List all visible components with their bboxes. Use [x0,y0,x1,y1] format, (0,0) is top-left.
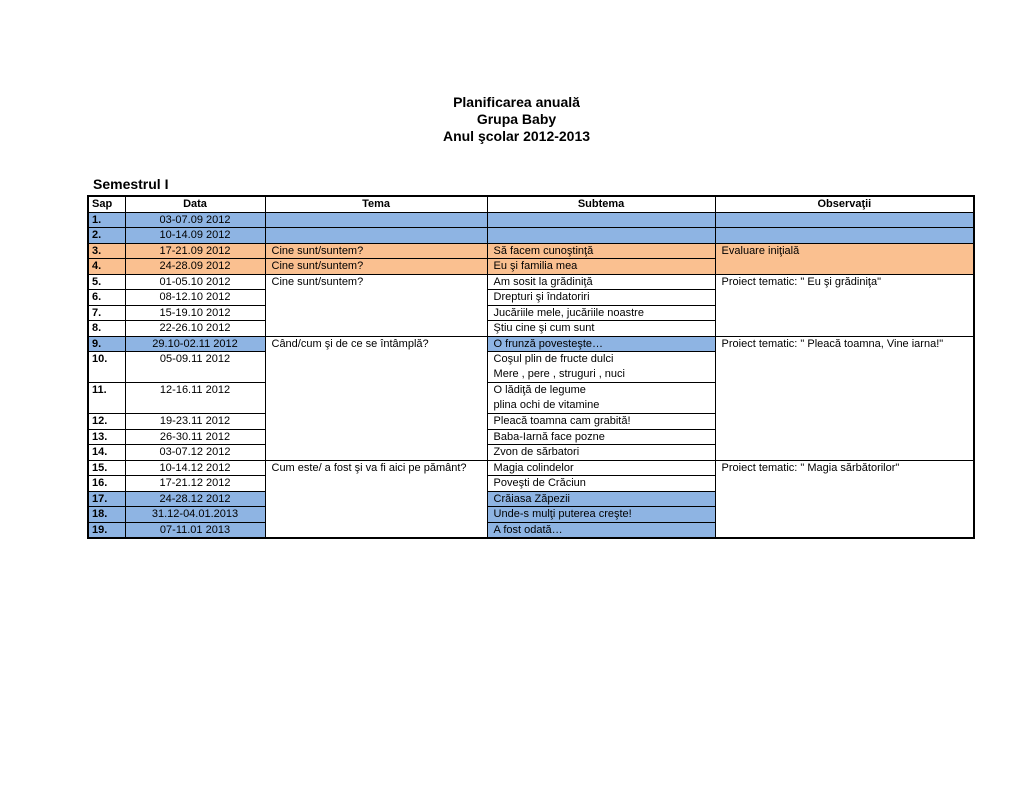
sap-cell: 10. [88,352,125,383]
sap-cell: 17. [88,491,125,507]
tema-cell [265,212,487,228]
column-header-data: Data [125,196,265,212]
planning-table [87,195,975,539]
date-cell: 26-30.11 2012 [125,429,265,445]
subtema-cell: Am sosit la grădiniţă [487,274,715,290]
subtema-cell [487,228,715,244]
tema-cell: Cine sunt/suntem? [265,243,487,259]
subtema-cell [487,352,715,383]
date-cell: 19-23.11 2012 [125,414,265,430]
subtema-cell: Eu şi familia mea [487,259,715,275]
subtema-cell: Pleacă toamna cam grabită! [487,414,715,430]
title-line-2: Grupa Baby [476,111,557,127]
table-row [88,243,974,259]
date-cell: 10-14.09 2012 [125,228,265,244]
subtema-line-2: Mere , pere , struguri , nuci [493,368,625,380]
sap-cell: 6. [88,290,125,306]
sap-cell: 15. [88,460,125,476]
sap-cell: 18. [88,507,125,523]
subtema-line-1: O lădiţă de legume [493,384,586,396]
sap-cell: 13. [88,429,125,445]
table-row [88,212,974,228]
sap-cell: 1. [88,212,125,228]
document-title [0,94,1023,145]
subtema-cell: Baba-Iarnă face pozne [487,429,715,445]
date-cell: 12-16.11 2012 [125,383,265,414]
table-row [88,336,974,352]
date-cell: 07-11.01 2013 [125,522,265,538]
table-header-row [88,196,974,212]
column-header-subtema: Subtema [487,196,715,212]
tema-cell: Cum este/ a fost şi va fi aici pe pământ? [265,460,487,538]
subtema-cell: Magia colindelor [487,460,715,476]
subtema-cell: Zvon de sărbatori [487,445,715,461]
subtema-cell [487,383,715,414]
date-cell: 22-26.10 2012 [125,321,265,337]
semester-label: Semestrul I [93,176,169,192]
sap-cell: 5. [88,274,125,290]
subtema-cell: A fost odată… [487,522,715,538]
column-header-tema: Tema [265,196,487,212]
sap-cell: 4. [88,259,125,275]
sap-cell: 2. [88,228,125,244]
date-cell: 24-28.09 2012 [125,259,265,275]
table-row [88,274,974,290]
date-cell: 17-21.12 2012 [125,476,265,492]
tema-cell: Când/cum şi de ce se întâmplă? [265,336,487,460]
date-cell: 05-09.11 2012 [125,352,265,383]
tema-cell: Cine sunt/suntem? [265,274,487,336]
table-row [88,228,974,244]
table-row [88,460,974,476]
subtema-cell: Drepturi şi îndatoriri [487,290,715,306]
sap-cell: 7. [88,305,125,321]
date-cell: 15-19.10 2012 [125,305,265,321]
sap-cell: 14. [88,445,125,461]
subtema-cell: Ştiu cine şi cum sunt [487,321,715,337]
subtema-cell: Unde-s mulţi puterea creşte! [487,507,715,523]
subtema-line-2: plina ochi de vitamine [493,399,600,411]
tema-cell: Cine sunt/suntem? [265,259,487,275]
subtema-cell: Poveşti de Crăciun [487,476,715,492]
observatii-cell [715,212,974,228]
subtema-cell: Să facem cunoştinţă [487,243,715,259]
date-cell: 03-07.09 2012 [125,212,265,228]
sap-cell: 12. [88,414,125,430]
sap-cell: 19. [88,522,125,538]
observatii-cell: Proiect tematic: " Pleacă toamna, Vine iarna!" [715,336,974,460]
observatii-cell [715,228,974,244]
date-cell: 03-07.12 2012 [125,445,265,461]
tema-cell [265,228,487,244]
subtema-cell: Crăiasa Zăpezii [487,491,715,507]
date-cell: 31.12-04.01.2013 [125,507,265,523]
observatii-cell: Evaluare iniţială [715,243,974,274]
subtema-line-1: Coşul plin de fructe dulci [493,353,614,365]
date-cell: 29.10-02.11 2012 [125,336,265,352]
subtema-cell: O frunză povesteşte… [487,336,715,352]
observatii-cell: Proiect tematic: " Magia sărbătorilor" [715,460,974,538]
date-cell: 24-28.12 2012 [125,491,265,507]
observatii-cell: Proiect tematic: " Eu şi grădiniţa" [715,274,974,336]
title-line-3: Anul şcolar 2012-2013 [442,128,591,144]
column-header-sap: Sap [88,196,125,212]
title-line-1: Planificarea anuală [453,94,580,110]
subtema-cell [487,212,715,228]
date-cell: 10-14.12 2012 [125,460,265,476]
sap-cell: 3. [88,243,125,259]
date-cell: 08-12.10 2012 [125,290,265,306]
date-cell: 01-05.10 2012 [125,274,265,290]
sap-cell: 9. [88,336,125,352]
sap-cell: 16. [88,476,125,492]
subtema-cell: Jucăriile mele, jucăriile noastre [487,305,715,321]
sap-cell: 8. [88,321,125,337]
date-cell: 17-21.09 2012 [125,243,265,259]
sap-cell: 11. [88,383,125,414]
column-header-observatii: Observaţii [715,196,974,212]
